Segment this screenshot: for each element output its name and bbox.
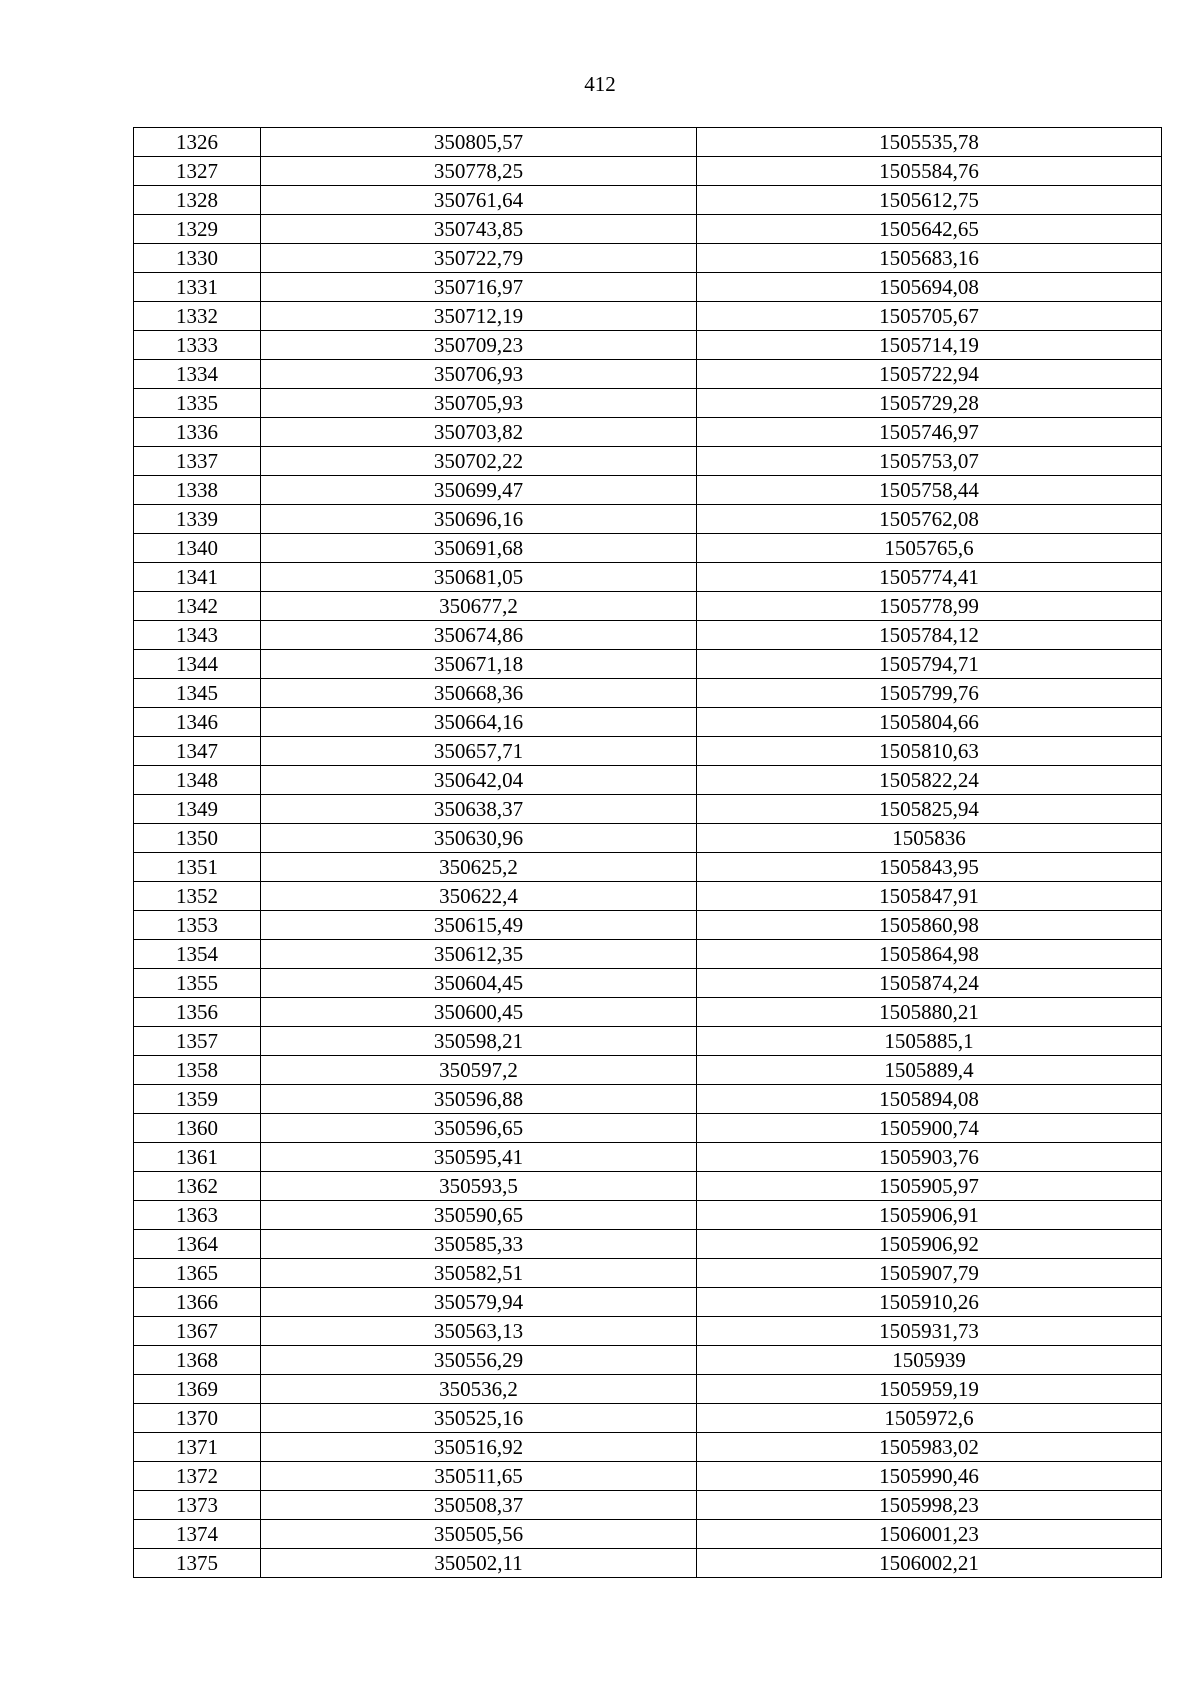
x-coordinate-cell: 350761,64: [261, 186, 697, 215]
point-number-cell: 1350: [134, 824, 261, 853]
point-number-cell: 1373: [134, 1491, 261, 1520]
x-coordinate-cell: 350638,37: [261, 795, 697, 824]
point-number-cell: 1326: [134, 128, 261, 157]
x-coordinate-cell: 350595,41: [261, 1143, 697, 1172]
x-coordinate-cell: 350625,2: [261, 853, 697, 882]
table-row: [134, 1520, 1162, 1549]
y-coordinate-cell: 1505959,19: [697, 1375, 1162, 1404]
coordinates-table: [133, 127, 1162, 1578]
y-coordinate-cell: 1505874,24: [697, 969, 1162, 998]
x-coordinate-cell: 350525,16: [261, 1404, 697, 1433]
table-row: [134, 766, 1162, 795]
table-row: [134, 1172, 1162, 1201]
x-coordinate-cell: 350536,2: [261, 1375, 697, 1404]
x-coordinate-cell: 350674,86: [261, 621, 697, 650]
x-coordinate-cell: 350705,93: [261, 389, 697, 418]
y-coordinate-cell: 1505694,08: [697, 273, 1162, 302]
y-coordinate-cell: 1505784,12: [697, 621, 1162, 650]
table-row: [134, 244, 1162, 273]
x-coordinate-cell: 350696,16: [261, 505, 697, 534]
point-number-cell: 1369: [134, 1375, 261, 1404]
table-row: [134, 128, 1162, 157]
y-coordinate-cell: 1505906,91: [697, 1201, 1162, 1230]
y-coordinate-cell: 1505880,21: [697, 998, 1162, 1027]
table-row: [134, 1114, 1162, 1143]
x-coordinate-cell: 350598,21: [261, 1027, 697, 1056]
table-row: [134, 302, 1162, 331]
y-coordinate-cell: 1505864,98: [697, 940, 1162, 969]
point-number-cell: 1331: [134, 273, 261, 302]
point-number-cell: 1339: [134, 505, 261, 534]
x-coordinate-cell: 350508,37: [261, 1491, 697, 1520]
y-coordinate-cell: 1505822,24: [697, 766, 1162, 795]
point-number-cell: 1335: [134, 389, 261, 418]
x-coordinate-cell: 350604,45: [261, 969, 697, 998]
table-row: [134, 1433, 1162, 1462]
point-number-cell: 1375: [134, 1549, 261, 1578]
table-row: [134, 853, 1162, 882]
y-coordinate-cell: 1505762,08: [697, 505, 1162, 534]
x-coordinate-cell: 350556,29: [261, 1346, 697, 1375]
x-coordinate-cell: 350516,92: [261, 1433, 697, 1462]
y-coordinate-cell: 1505990,46: [697, 1462, 1162, 1491]
table-row: [134, 679, 1162, 708]
y-coordinate-cell: 1505843,95: [697, 853, 1162, 882]
x-coordinate-cell: 350593,5: [261, 1172, 697, 1201]
point-number-cell: 1344: [134, 650, 261, 679]
table-row: [134, 1143, 1162, 1172]
table-row: [134, 969, 1162, 998]
point-number-cell: 1366: [134, 1288, 261, 1317]
table-row: [134, 157, 1162, 186]
point-number-cell: 1367: [134, 1317, 261, 1346]
x-coordinate-cell: 350563,13: [261, 1317, 697, 1346]
table-row: [134, 1346, 1162, 1375]
x-coordinate-cell: 350585,33: [261, 1230, 697, 1259]
y-coordinate-cell: 1505885,1: [697, 1027, 1162, 1056]
point-number-cell: 1329: [134, 215, 261, 244]
table-row: [134, 1230, 1162, 1259]
point-number-cell: 1357: [134, 1027, 261, 1056]
table-row: [134, 1056, 1162, 1085]
point-number-cell: 1336: [134, 418, 261, 447]
point-number-cell: 1359: [134, 1085, 261, 1114]
y-coordinate-cell: 1505729,28: [697, 389, 1162, 418]
x-coordinate-cell: 350600,45: [261, 998, 697, 1027]
table-row: [134, 1375, 1162, 1404]
y-coordinate-cell: 1506001,23: [697, 1520, 1162, 1549]
point-number-cell: 1365: [134, 1259, 261, 1288]
point-number-cell: 1332: [134, 302, 261, 331]
y-coordinate-cell: 1505894,08: [697, 1085, 1162, 1114]
y-coordinate-cell: 1505753,07: [697, 447, 1162, 476]
point-number-cell: 1334: [134, 360, 261, 389]
point-number-cell: 1347: [134, 737, 261, 766]
point-number-cell: 1372: [134, 1462, 261, 1491]
point-number-cell: 1362: [134, 1172, 261, 1201]
y-coordinate-cell: 1505907,79: [697, 1259, 1162, 1288]
x-coordinate-cell: 350597,2: [261, 1056, 697, 1085]
point-number-cell: 1337: [134, 447, 261, 476]
x-coordinate-cell: 350722,79: [261, 244, 697, 273]
y-coordinate-cell: 1506002,21: [697, 1549, 1162, 1578]
table-row: [134, 708, 1162, 737]
x-coordinate-cell: 350702,22: [261, 447, 697, 476]
table-row: [134, 389, 1162, 418]
y-coordinate-cell: 1505612,75: [697, 186, 1162, 215]
y-coordinate-cell: 1505889,4: [697, 1056, 1162, 1085]
y-coordinate-cell: 1505799,76: [697, 679, 1162, 708]
x-coordinate-cell: 350630,96: [261, 824, 697, 853]
table-row: [134, 476, 1162, 505]
point-number-cell: 1356: [134, 998, 261, 1027]
table-row: [134, 273, 1162, 302]
x-coordinate-cell: 350612,35: [261, 940, 697, 969]
table-row: [134, 186, 1162, 215]
y-coordinate-cell: 1505983,02: [697, 1433, 1162, 1462]
y-coordinate-cell: 1505905,97: [697, 1172, 1162, 1201]
y-coordinate-cell: 1505758,44: [697, 476, 1162, 505]
point-number-cell: 1328: [134, 186, 261, 215]
x-coordinate-cell: 350681,05: [261, 563, 697, 592]
point-number-cell: 1370: [134, 1404, 261, 1433]
x-coordinate-cell: 350699,47: [261, 476, 697, 505]
y-coordinate-cell: 1505931,73: [697, 1317, 1162, 1346]
table-row: [134, 1027, 1162, 1056]
x-coordinate-cell: 350502,11: [261, 1549, 697, 1578]
table-row: [134, 882, 1162, 911]
x-coordinate-cell: 350511,65: [261, 1462, 697, 1491]
point-number-cell: 1353: [134, 911, 261, 940]
y-coordinate-cell: 1505860,98: [697, 911, 1162, 940]
point-number-cell: 1352: [134, 882, 261, 911]
x-coordinate-cell: 350642,04: [261, 766, 697, 795]
table-row: [134, 447, 1162, 476]
table-row: [134, 418, 1162, 447]
x-coordinate-cell: 350622,4: [261, 882, 697, 911]
x-coordinate-cell: 350596,88: [261, 1085, 697, 1114]
x-coordinate-cell: 350615,49: [261, 911, 697, 940]
y-coordinate-cell: 1505810,63: [697, 737, 1162, 766]
point-number-cell: 1371: [134, 1433, 261, 1462]
point-number-cell: 1363: [134, 1201, 261, 1230]
point-number-cell: 1354: [134, 940, 261, 969]
point-number-cell: 1338: [134, 476, 261, 505]
point-number-cell: 1351: [134, 853, 261, 882]
point-number-cell: 1342: [134, 592, 261, 621]
table-row: [134, 1549, 1162, 1578]
y-coordinate-cell: 1505765,6: [697, 534, 1162, 563]
x-coordinate-cell: 350582,51: [261, 1259, 697, 1288]
x-coordinate-cell: 350668,36: [261, 679, 697, 708]
point-number-cell: 1364: [134, 1230, 261, 1259]
table-row: [134, 824, 1162, 853]
page-number: 412: [584, 72, 616, 96]
point-number-cell: 1343: [134, 621, 261, 650]
y-coordinate-cell: 1505794,71: [697, 650, 1162, 679]
y-coordinate-cell: 1505972,6: [697, 1404, 1162, 1433]
point-number-cell: 1333: [134, 331, 261, 360]
point-number-cell: 1358: [134, 1056, 261, 1085]
y-coordinate-cell: 1505722,94: [697, 360, 1162, 389]
y-coordinate-cell: 1505847,91: [697, 882, 1162, 911]
y-coordinate-cell: 1505714,19: [697, 331, 1162, 360]
x-coordinate-cell: 350691,68: [261, 534, 697, 563]
table-row: [134, 795, 1162, 824]
x-coordinate-cell: 350590,65: [261, 1201, 697, 1230]
y-coordinate-cell: 1505804,66: [697, 708, 1162, 737]
y-coordinate-cell: 1505903,76: [697, 1143, 1162, 1172]
y-coordinate-cell: 1505705,67: [697, 302, 1162, 331]
x-coordinate-cell: 350677,2: [261, 592, 697, 621]
table-row: [134, 1462, 1162, 1491]
table-row: [134, 592, 1162, 621]
table-row: [134, 534, 1162, 563]
table-row: [134, 1404, 1162, 1433]
y-coordinate-cell: 1505825,94: [697, 795, 1162, 824]
x-coordinate-cell: 350664,16: [261, 708, 697, 737]
x-coordinate-cell: 350596,65: [261, 1114, 697, 1143]
point-number-cell: 1340: [134, 534, 261, 563]
y-coordinate-cell: 1505939: [697, 1346, 1162, 1375]
table-row: [134, 1201, 1162, 1230]
x-coordinate-cell: 350743,85: [261, 215, 697, 244]
y-coordinate-cell: 1505535,78: [697, 128, 1162, 157]
point-number-cell: 1360: [134, 1114, 261, 1143]
point-number-cell: 1349: [134, 795, 261, 824]
x-coordinate-cell: 350712,19: [261, 302, 697, 331]
point-number-cell: 1374: [134, 1520, 261, 1549]
table-row: [134, 621, 1162, 650]
table-body: [134, 128, 1162, 1578]
table-row: [134, 563, 1162, 592]
point-number-cell: 1345: [134, 679, 261, 708]
table-row: [134, 1491, 1162, 1520]
point-number-cell: 1348: [134, 766, 261, 795]
table-row: [134, 215, 1162, 244]
table-row: [134, 911, 1162, 940]
x-coordinate-cell: 350671,18: [261, 650, 697, 679]
point-number-cell: 1341: [134, 563, 261, 592]
point-number-cell: 1361: [134, 1143, 261, 1172]
table-row: [134, 998, 1162, 1027]
y-coordinate-cell: 1505998,23: [697, 1491, 1162, 1520]
point-number-cell: 1368: [134, 1346, 261, 1375]
y-coordinate-cell: 1505900,74: [697, 1114, 1162, 1143]
y-coordinate-cell: 1505778,99: [697, 592, 1162, 621]
table-row: [134, 1259, 1162, 1288]
x-coordinate-cell: 350716,97: [261, 273, 697, 302]
y-coordinate-cell: 1505836: [697, 824, 1162, 853]
table-row: [134, 505, 1162, 534]
table-row: [134, 360, 1162, 389]
x-coordinate-cell: 350505,56: [261, 1520, 697, 1549]
x-coordinate-cell: 350579,94: [261, 1288, 697, 1317]
point-number-cell: 1330: [134, 244, 261, 273]
y-coordinate-cell: 1505910,26: [697, 1288, 1162, 1317]
x-coordinate-cell: 350657,71: [261, 737, 697, 766]
x-coordinate-cell: 350709,23: [261, 331, 697, 360]
y-coordinate-cell: 1505642,65: [697, 215, 1162, 244]
y-coordinate-cell: 1505774,41: [697, 563, 1162, 592]
y-coordinate-cell: 1505683,16: [697, 244, 1162, 273]
table-row: [134, 1288, 1162, 1317]
x-coordinate-cell: 350805,57: [261, 128, 697, 157]
point-number-cell: 1355: [134, 969, 261, 998]
y-coordinate-cell: 1505906,92: [697, 1230, 1162, 1259]
table-row: [134, 650, 1162, 679]
y-coordinate-cell: 1505584,76: [697, 157, 1162, 186]
x-coordinate-cell: 350706,93: [261, 360, 697, 389]
point-number-cell: 1327: [134, 157, 261, 186]
point-number-cell: 1346: [134, 708, 261, 737]
table-row: [134, 1085, 1162, 1114]
x-coordinate-cell: 350703,82: [261, 418, 697, 447]
y-coordinate-cell: 1505746,97: [697, 418, 1162, 447]
table-row: [134, 737, 1162, 766]
table-row: [134, 331, 1162, 360]
table-row: [134, 940, 1162, 969]
table-row: [134, 1317, 1162, 1346]
x-coordinate-cell: 350778,25: [261, 157, 697, 186]
